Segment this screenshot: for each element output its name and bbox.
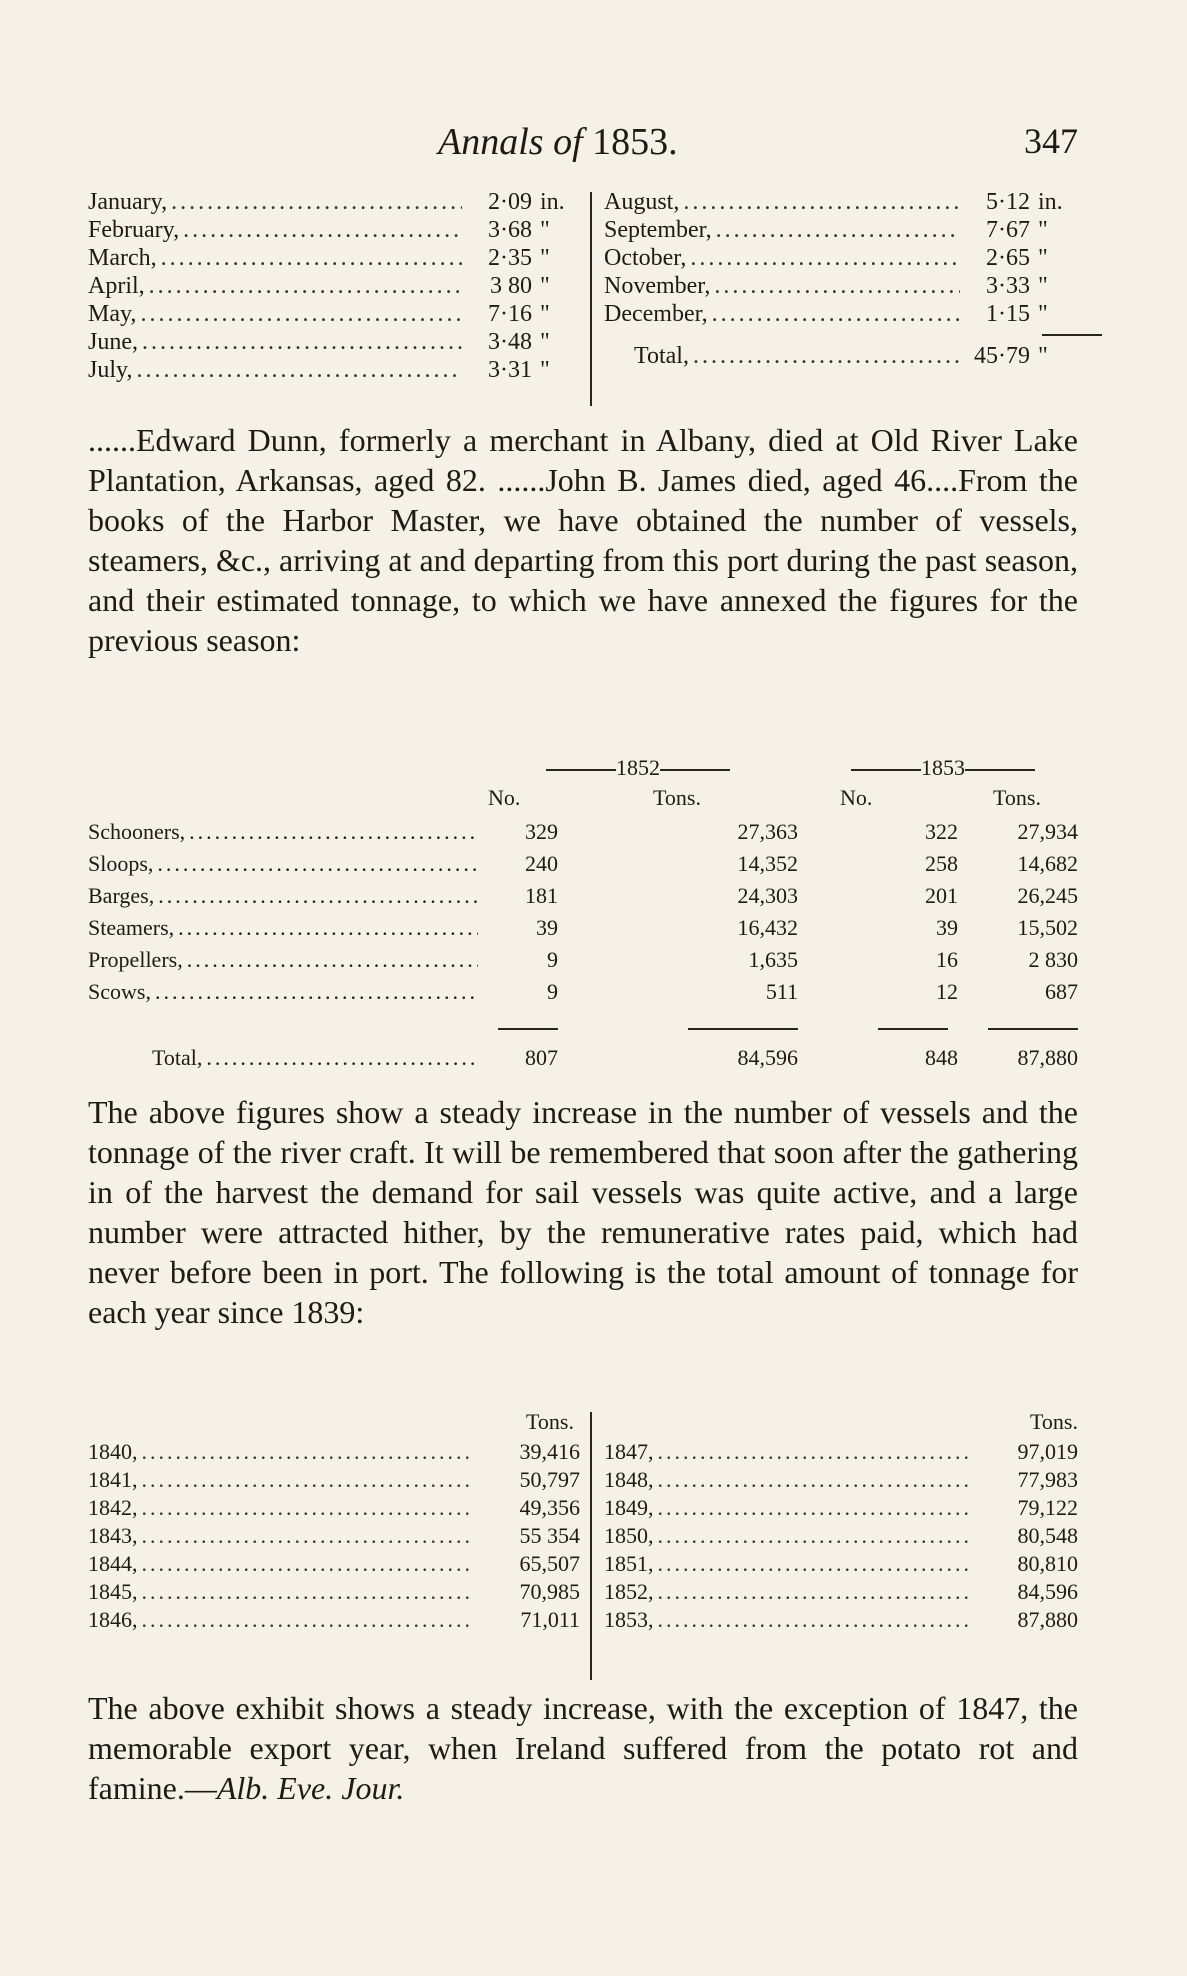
tonnage-right-column	[604, 1408, 1078, 1634]
rain-total-row: Total, ..... 45·79 "	[604, 342, 1078, 370]
col-header-no: No.	[488, 785, 521, 810]
tonnage-row: 1852, ..... 84,596	[604, 1578, 1078, 1606]
total-rules	[88, 1028, 1078, 1032]
tonnage-row: 1850, ..... 80,548	[604, 1522, 1078, 1550]
rain-row: February, ..... 3·68 "	[88, 216, 580, 244]
title-of: of	[553, 121, 583, 163]
title-year: 1853.	[592, 121, 678, 163]
paragraph-conclusion	[88, 1688, 1078, 1808]
rain-row: August, ..... 5·12 in.	[604, 188, 1078, 216]
rain-row: September, ..... 7·67 "	[604, 216, 1078, 244]
title-annals: Annals	[438, 121, 544, 163]
tonnage-row: 1849, ..... 79,122	[604, 1494, 1078, 1522]
rain-row: January, ..... 2·09 in.	[88, 188, 580, 216]
paragraph-river-craft: The above figures show a steady increase in the number of vessels and the tonnage of the river craft. It will be remembered that soon after the gathering in of the harvest the demand for sail vessels was quite active, and a large number were attracted hither, by the remunerative rates paid, which had never before been in port. The following is the total amount of tonnage for each year since 1839:	[88, 1094, 1078, 1330]
rain-row: December, ..... 1·15 "	[604, 300, 1078, 328]
tonnage-row: 1841, ..... 50,797	[88, 1466, 580, 1494]
tonnage-row: 1848, ..... 77,983	[604, 1466, 1078, 1494]
source-citation: Alb. Eve. Jour.	[216, 1770, 405, 1806]
tonnage-row: 1847, ..... 97,019	[604, 1438, 1078, 1466]
year-header-1853: 1853	[808, 752, 1078, 784]
rain-row: March, ..... 2·35 "	[88, 244, 580, 272]
column-divider	[590, 1412, 592, 1680]
tonnage-row: 1853, ..... 87,880	[604, 1606, 1078, 1634]
table-row: Sloops, ..... 240 14,352 258 14,682	[88, 848, 1078, 880]
column-divider	[590, 192, 592, 406]
col-header-tons: Tons.	[653, 785, 701, 810]
tonnage-left-column	[88, 1408, 580, 1634]
table-total-row: Total, ..... 807 84,596 848 87,880	[88, 1042, 1078, 1074]
rain-row: October, ..... 2·65 "	[604, 244, 1078, 272]
tonnage-row: 1844, ..... 65,507	[88, 1550, 580, 1578]
tonnage-row: 1845, ..... 70,985	[88, 1578, 580, 1606]
running-header	[88, 120, 1078, 166]
rain-row: November, ..... 3·33 "	[604, 272, 1078, 300]
tonnage-row: 1846, ..... 71,011	[88, 1606, 580, 1634]
rain-row: July, ..... 3·31 "	[88, 356, 580, 384]
col-header-no: No.	[840, 785, 873, 810]
paragraph-deaths-harbor: ......Edward Dunn, formerly a merchant in Albany, died at Old River Lake Plantation, Arkansas, aged 82. ......John B. James died, aged 46....From the books of the Harbor Master, we have obtained the number of vessels, steamers, &c., arriving at and departing from this port during the past season, and their estimated tonnage, to which we have annexed the figures for the previous season:	[88, 422, 1078, 658]
rain-row: June, ..... 3·48 "	[88, 328, 580, 356]
rain-row: May, ..... 7·16 "	[88, 300, 580, 328]
running-title	[438, 120, 678, 164]
rain-row: April, ..... 3 80 "	[88, 272, 580, 300]
tonnage-row: 1840, ..... 39,416	[88, 1438, 580, 1466]
tonnage-row: 1842, ..... 49,356	[88, 1494, 580, 1522]
table-row: Barges, ..... 181 24,303 201 26,245	[88, 880, 1078, 912]
rainfall-right-column	[604, 188, 1078, 370]
page-number: 347	[1024, 121, 1078, 161]
col-header-tons: Tons.	[993, 785, 1041, 810]
table-row: Steamers, ..... 39 16,432 39 15,502	[88, 912, 1078, 944]
tonnage-row: 1843, ..... 55 354	[88, 1522, 580, 1550]
tonnage-row: 1851, ..... 80,810	[604, 1550, 1078, 1578]
tons-header: Tons.	[526, 1409, 574, 1434]
total-rule	[1042, 334, 1102, 336]
year-header-1852: 1852	[498, 752, 778, 784]
table-row: Scows, ..... 9 511 12 687	[88, 976, 1078, 1008]
rainfall-left-column	[88, 188, 580, 384]
table-row: Schooners, ..... 329 27,363 322 27,934	[88, 816, 1078, 848]
table-row: Propellers, ..... 9 1,635 16 2 830	[88, 944, 1078, 976]
conclusion-text: The above exhibit shows a steady increase, with the exception of 1847, the memorable export year, when Ireland suffered from the potato rot and famine.—	[88, 1690, 1078, 1806]
tons-header: Tons.	[1030, 1409, 1078, 1434]
